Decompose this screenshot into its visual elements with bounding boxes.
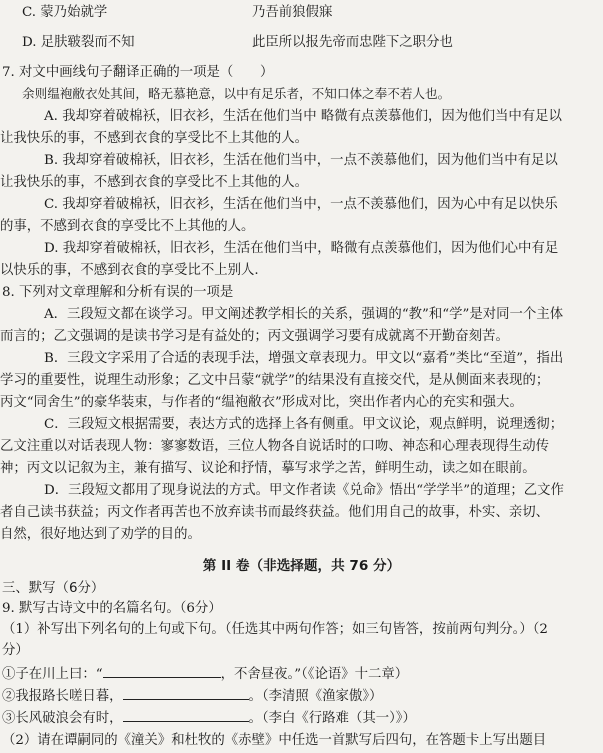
item-prefix: ②我报路长嗟日暮， (2, 689, 123, 704)
part-two-title: 第 II 卷（非选择题，共 76 分） (202, 558, 401, 574)
q7-option-c-line2: 的事，不感到衣食的享受比不上其他的人。 (0, 219, 255, 234)
option-right-text: 乃吾前狼假寐 (252, 5, 333, 20)
q8-line: 而言的；乙文强调的是读书学习是有益处的；丙文强调学习要有成就离不开勤奋刻苦。 (0, 329, 509, 344)
item-suffix: 。（李白《行路难（其一）》） (248, 711, 416, 726)
q9-sub1-line1: （1）补写出下列名句的上句或下句。（任选其中两句作答；如三句皆答，按前两句判分。）（2 (2, 622, 548, 637)
option-d-row (0, 32, 603, 54)
q7-option-d-line1 (0, 238, 603, 260)
answer-blank[interactable] (103, 664, 221, 678)
q7-option-b-line1 (0, 150, 603, 172)
q7-stem: 7. 对文中画线句子翻译正确的一项是（ ） (2, 65, 274, 80)
q8-line: 学习的重要性，说理生动形象；乙文中吕蒙“就学”的结果没有直接交代，是从侧面来表现的； (0, 373, 550, 388)
option-label: C. (22, 5, 37, 20)
q9-item-1 (0, 664, 603, 686)
q8-stem: 8. 下列对文章理解和分析有误的一项是 (2, 285, 234, 300)
q7-option-c-line1 (0, 194, 603, 216)
q8-line: 乙文注重以对话表现人物：寥寥数语，三位人物各自说话时的口吻、神态和心理表现得生动传 (0, 439, 550, 454)
q9-item-3 (0, 708, 603, 730)
q8-line: 者自己读书获益；丙文作者再苦也不放弃读书而最终获益。他们用自己的故事，朴实、亲切、 (0, 505, 550, 520)
q8-line: 丙文“同舍生”的豪华装束，与作者的“缊袍敝衣”形成对比，突出作者内心的充实和强大。 (0, 395, 523, 410)
q8-line: C．三段短文根据需要，表达方式的选择上各有侧重。甲文议论，观点鲜明，说理透彻； (44, 417, 564, 432)
option-label: D. (44, 241, 59, 256)
item-suffix: ，不舍昼夜。”（《论语》十二章） (220, 667, 409, 682)
item-prefix: ③长风破浪会有时， (2, 711, 123, 726)
q7-option-a-line2: 让我快乐的事，不感到衣食的享受比不上其他的人。 (0, 131, 308, 146)
q8-line: 神；丙文以记叙为主，兼有描写、议论和抒情，摹写求学之苦，鲜明生动，读之如在眼前。 (0, 461, 536, 476)
option-text: 我却穿着破棉袄，旧衣衫，生活在他们当中，略微有点羡慕他们，因为他们心中有足 (62, 241, 559, 256)
option-right-text: 此臣所以报先帝而忠陛下之职分也 (252, 35, 453, 50)
option-c-row (0, 2, 603, 24)
option-left-text: 蒙乃始就学 (40, 5, 108, 20)
option-label: C. (44, 197, 59, 212)
q8-line: B．三段文字采用了合适的表现手法，增强文章表现力。甲文以“嘉肴”类比“至道”，指出 (44, 351, 564, 366)
option-left-text: 足肤皲裂而不知 (40, 35, 135, 50)
answer-blank[interactable] (123, 686, 249, 700)
answer-blank[interactable] (123, 708, 249, 722)
q8-line: 自然，很好地达到了劝学的目的。 (0, 527, 201, 542)
q8-line: A．三段短文都在谈学习。甲文阐述教学相长的关系，强调的“教”和“学”是对同一个主体 (44, 307, 564, 322)
q8-line: D．三段短文都用了现身说法的方式。甲文作者读《兑命》悟出“学学半”的道理；乙文作 (44, 483, 564, 498)
q7-quote: 余则缊袍敝衣处其间，略无慕艳意，以中有足乐者，不知口体之奉不若人也。 (22, 86, 451, 101)
option-label: A. (44, 109, 58, 124)
option-text: 我却穿着破棉袄，旧衣衫，生活在他们当中，一点不羡慕他们，因为心中有足以快乐 (62, 197, 558, 212)
item-suffix: 。（李清照《渔家傲》） (248, 689, 383, 704)
q9-item-2 (0, 686, 603, 708)
option-label: B. (44, 153, 59, 168)
q7-option-b-line2: 让我快乐的事，不感到衣食的享受比不上其他的人。 (0, 175, 308, 190)
q9-stem: 9. 默写古诗文中的名篇名句。（6分） (2, 601, 222, 616)
item-prefix: ①子在川上曰：“ (2, 667, 103, 682)
option-text: 我却穿着破棉袄，旧衣衫，生活在他们当中 略微有点羡慕他们，因为他们当中有足以 (62, 109, 562, 124)
option-label: D. (22, 35, 37, 50)
section-three-heading: 三、默写（6分） (2, 581, 105, 596)
q7-option-d-line2: 以快乐的事，不感到衣食的享受比不上别人. (0, 263, 259, 278)
option-text: 我却穿着破棉袄，旧衣衫，生活在他们当中，一点不羡慕他们，因为他们当中有足以 (62, 153, 558, 168)
q9-sub2: （2）请在谭嗣同的《潼关》和杜牧的《赤壁》中任选一首默写后四句，在答题卡上写出题目 (2, 733, 547, 748)
q7-option-a-line1 (0, 106, 603, 128)
q9-sub1-line2: 分） (2, 643, 29, 658)
